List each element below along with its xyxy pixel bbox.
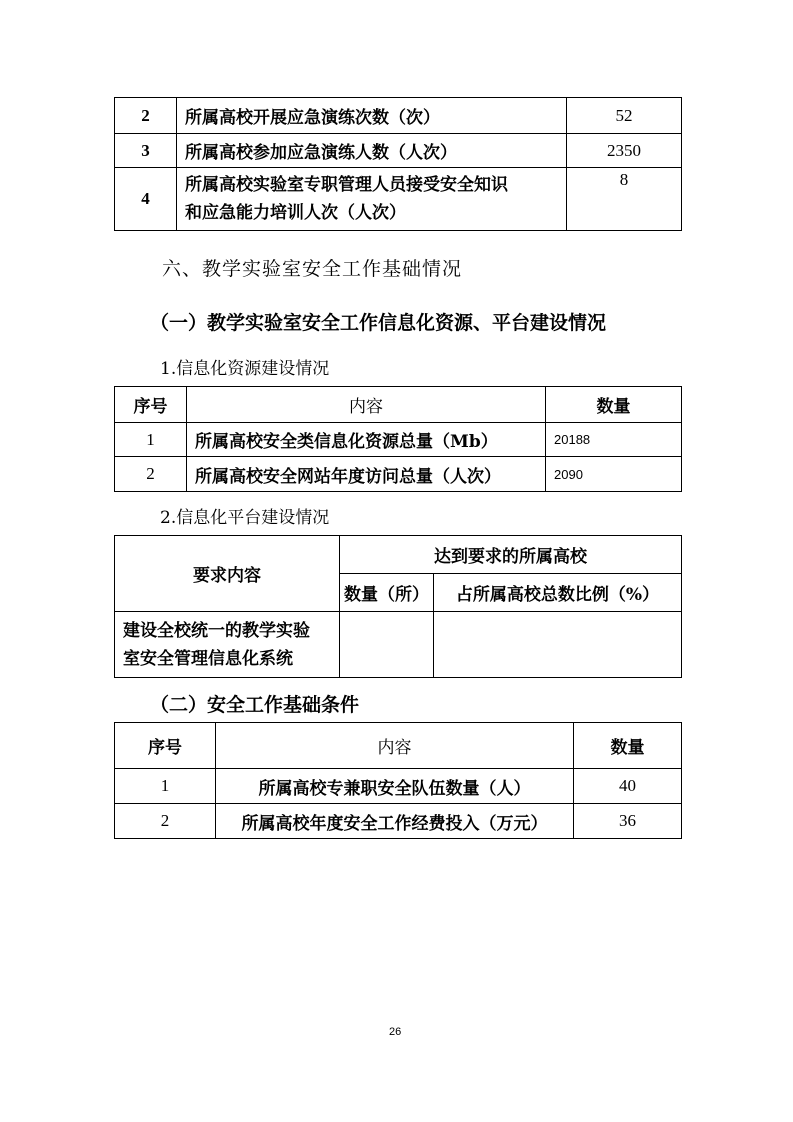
row-value: 40 [574,769,682,804]
emergency-drill-table [114,97,682,231]
section-heading: 六、教学实验室安全工作基础情况 [162,258,463,280]
table-row [115,134,682,168]
subsection-heading: （二）安全工作基础条件 [150,694,360,716]
table-header-row [115,723,682,769]
subsection-heading: （一）教学实验室安全工作信息化资源、平台建设情况 [150,312,607,334]
row-number: 2 [115,457,187,492]
info-resources-table [114,386,682,492]
header-value: 数量 [574,723,682,769]
table-row [115,423,682,457]
row-value: 36 [574,804,682,839]
table-row [115,612,682,678]
row-content: 所属高校安全网站年度访问总量（人次） [187,457,546,492]
row-number: 4 [115,168,177,231]
header-content: 内容 [216,723,574,769]
row-content: 所属高校参加应急演练人数（人次） [177,134,567,168]
row-number: 1 [115,769,216,804]
row-content-line: 室安全管理信息化系统 [123,648,293,669]
row-content-line: 和应急能力培训人次（人次） [185,203,406,223]
row-ratio [434,612,682,678]
item-heading: 1.信息化资源建设情况 [160,359,330,379]
row-content-line: 所属高校实验室专职管理人员接受安全知识 [185,175,508,195]
table-row [115,457,682,492]
header-requirement: 要求内容 [115,536,340,612]
row-value: 8 [567,168,682,231]
item-heading: 2.信息化平台建设情况 [160,508,330,528]
table-row [115,168,682,231]
header-value: 数量 [546,387,682,423]
header-number: 序号 [115,723,216,769]
row-content: 所属高校年度安全工作经费投入（万元） [216,804,574,839]
row-value: 52 [567,98,682,134]
table-row [115,804,682,839]
row-content: 所属高校安全类信息化资源总量（Mb） [187,423,546,457]
row-number: 2 [115,804,216,839]
table-row [115,769,682,804]
row-value: 2350 [567,134,682,168]
header-content: 内容 [187,387,546,423]
row-count [340,612,434,678]
row-content: 所属高校开展应急演练次数（次） [177,98,567,134]
row-number: 1 [115,423,187,457]
row-content-line: 建设全校统一的教学实验 [123,620,310,641]
row-requirement [115,612,340,678]
header-number: 序号 [115,387,187,423]
base-conditions-table [114,722,682,839]
table-header-row [115,387,682,423]
page-number: 26 [389,1026,402,1038]
info-platform-table [114,535,682,678]
table-row [115,98,682,134]
row-number: 2 [115,98,177,134]
row-value: 20188 [546,423,682,457]
row-value: 2090 [546,457,682,492]
header-reach: 达到要求的所属高校 [340,536,682,574]
header-ratio: 占所属高校总数比例（%） [434,574,682,612]
row-content: 所属高校专兼职安全队伍数量（人） [216,769,574,804]
row-content [177,168,567,231]
header-count: 数量（所） [340,574,434,612]
table-header-row [115,536,682,574]
row-number: 3 [115,134,177,168]
